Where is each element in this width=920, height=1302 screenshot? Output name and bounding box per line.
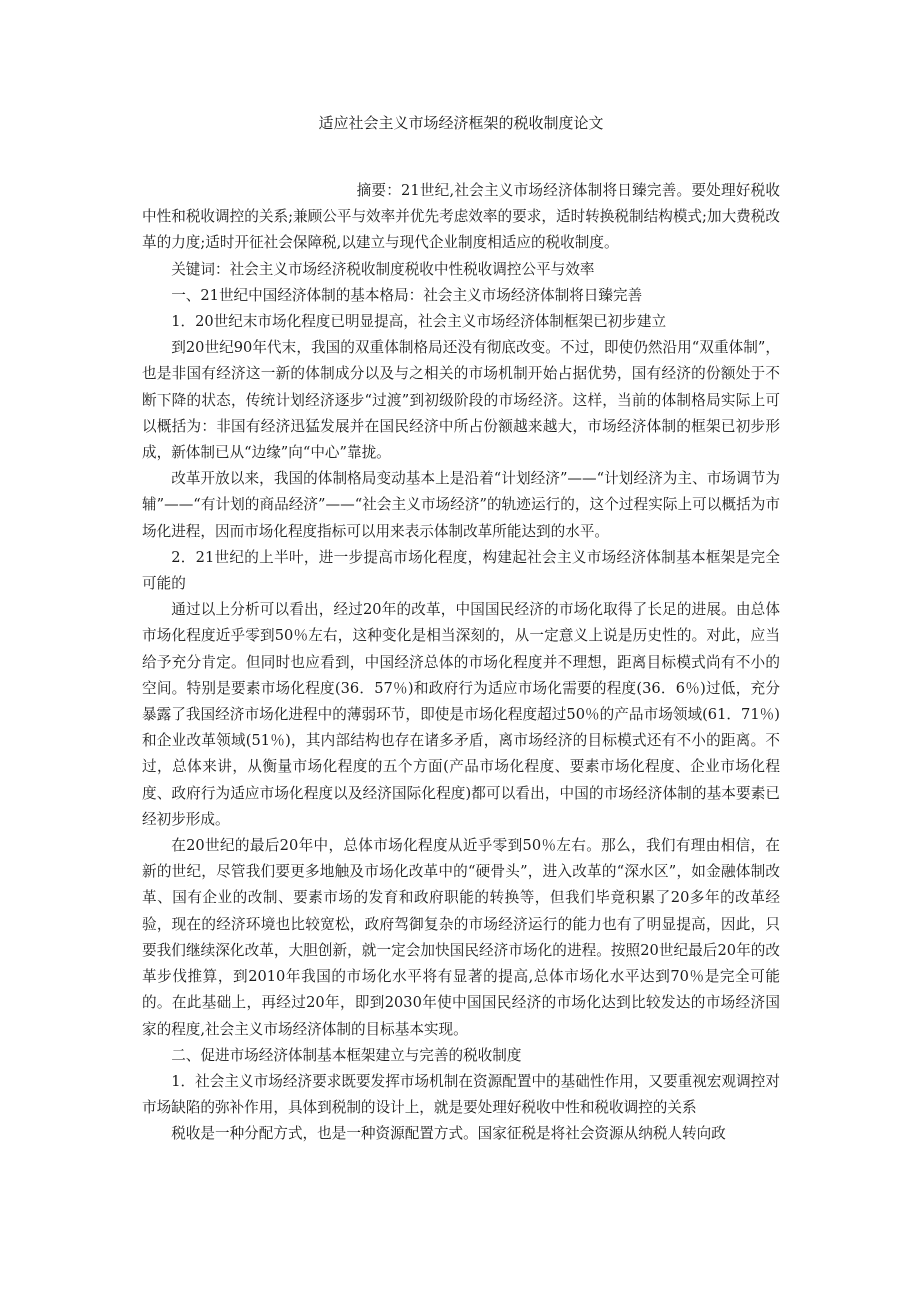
- keywords-line: 关键词：社会主义市场经济税收制度税收中性税收调控公平与效率: [171, 260, 595, 278]
- body-paragraph-5: 税收是一种分配方式，也是一种资源配置方式。国家征税是将社会资源从纳税人转向政: [171, 1125, 726, 1143]
- body-paragraph-2: 改革开放以来，我国的体制格局变动基本上是沿着“计划经济”——“计划经济为主、市场调节为辅”——“有计划的商品经济”——“社会主义市场经济”的轨迹运行的，这个过程实际上可以概括为市场化进程，因而市场化程度指标可以用来表示体制改革所能达到的水平。: [142, 470, 780, 540]
- body-paragraph-3: 通过以上分析可以看出，经过20年的改革，中国国民经济的市场化取得了长足的进展。由总体市场化程度近乎零到50％左右，这种变化是相当深刻的，从一定意义上说是历史性的。对此，应当给予充分肯定。但同时也应看到，中国经济总体的市场化程度并不理想，距离目标模式尚有不小的空间。特别是要素市场化程度(36．57％)和政府行为适应市场化需要的程度(36．6％)过低，充分暴露了我国经济市场化进程中的薄弱环节，即使是市场化程度超过50％的产品市场领域(61．71％)和企业改革领域(51％)，其内部结构也存在诸多矛盾，离市场经济的目标模式还有不小的距离。不过，总体来讲，从衡量市场化程度的五个方面(产品市场化程度、要素市场化程度、企业市场化程度、政府行为适应市场化程度以及经济国际化程度)都可以看出，中国的市场经济体制的基本要素已经初步形成。: [142, 601, 780, 828]
- abstract-paragraph: 摘要：21世纪,社会主义市场经济体制将日臻完善。要处理好税收中性和税收调控的关系;兼顾公平与效率并优先考虑效率的要求，适时转换税制结构模式;加大费税改革的力度;适时开征社会保障税,以建立与现代企业制度相适应的税收制度。: [142, 182, 780, 252]
- document-title: 适应社会主义市场经济框架的税收制度论文: [318, 114, 604, 132]
- subsection-heading-1: 1．20世纪末市场化程度已明显提高，社会主义市场经济体制框架已初步建立: [171, 313, 667, 331]
- subsection-heading-3: 1．社会主义市场经济要求既要发挥市场机制在资源配置中的基础性作用，又要重视宏观调控对市场缺陷的弥补作用，具体到税制的设计上，就是要处理好税收中性和税收调控的关系: [142, 1072, 780, 1117]
- body-paragraph-4: 在20世纪的最后20年中，总体市场化程度从近乎零到50％左右。那么，我们有理由相信，在新的世纪，尽管我们要更多地触及市场化改革中的“硬骨头”，进入改革的“深水区”，如金融体制改革、国有企业的改制、要素市场的发育和政府职能的转换等，但我们毕竟积累了20多年的改革经验，现在的经济环境也比较宽松，政府驾御复杂的市场经济运行的能力也有了明显提高，因此，只要我们继续深化改革，大胆创新，就一定会加快国民经济市场化的进程。按照20世纪最后20年的改革步伐推算，到2010年我国的市场化水平将有显著的提高,总体市场化水平达到70％是完全可能的。在此基础上，再经过20年，即到2030年使中国国民经济的市场化达到比较发达的市场经济国家的程度,社会主义市场经济体制的目标基本实现。: [142, 837, 780, 1038]
- section-heading-2: 二、促进市场经济体制基本框架建立与完善的税收制度: [171, 1046, 522, 1064]
- section-heading-1: 一、21世纪中国经济体制的基本格局：社会主义市场经济体制将日臻完善: [171, 286, 643, 304]
- document-page: [142, 112, 780, 1148]
- subsection-heading-2: 2．21世纪的上半叶，进一步提高市场化程度，构建起社会主义市场经济体制基本框架是完全可能的: [142, 548, 780, 593]
- body-paragraph-1: 到20世纪90年代末，我国的双重体制格局还没有彻底改变。不过，即使仍然沿用“双重体制”，也是非国有经济这一新的体制成分以及与之相关的市场机制开始占据优势，国有经济的份额处于不断下降的状态，传统计划经济逐步“过渡”到初级阶段的市场经济。这样，当前的体制格局实际上可以概括为：非国有经济迅猛发展并在国民经济中所占份额越来越大，市场经济体制的框架已初步形成，新体制已从“边缘”向“中心”靠拢。: [142, 339, 780, 462]
